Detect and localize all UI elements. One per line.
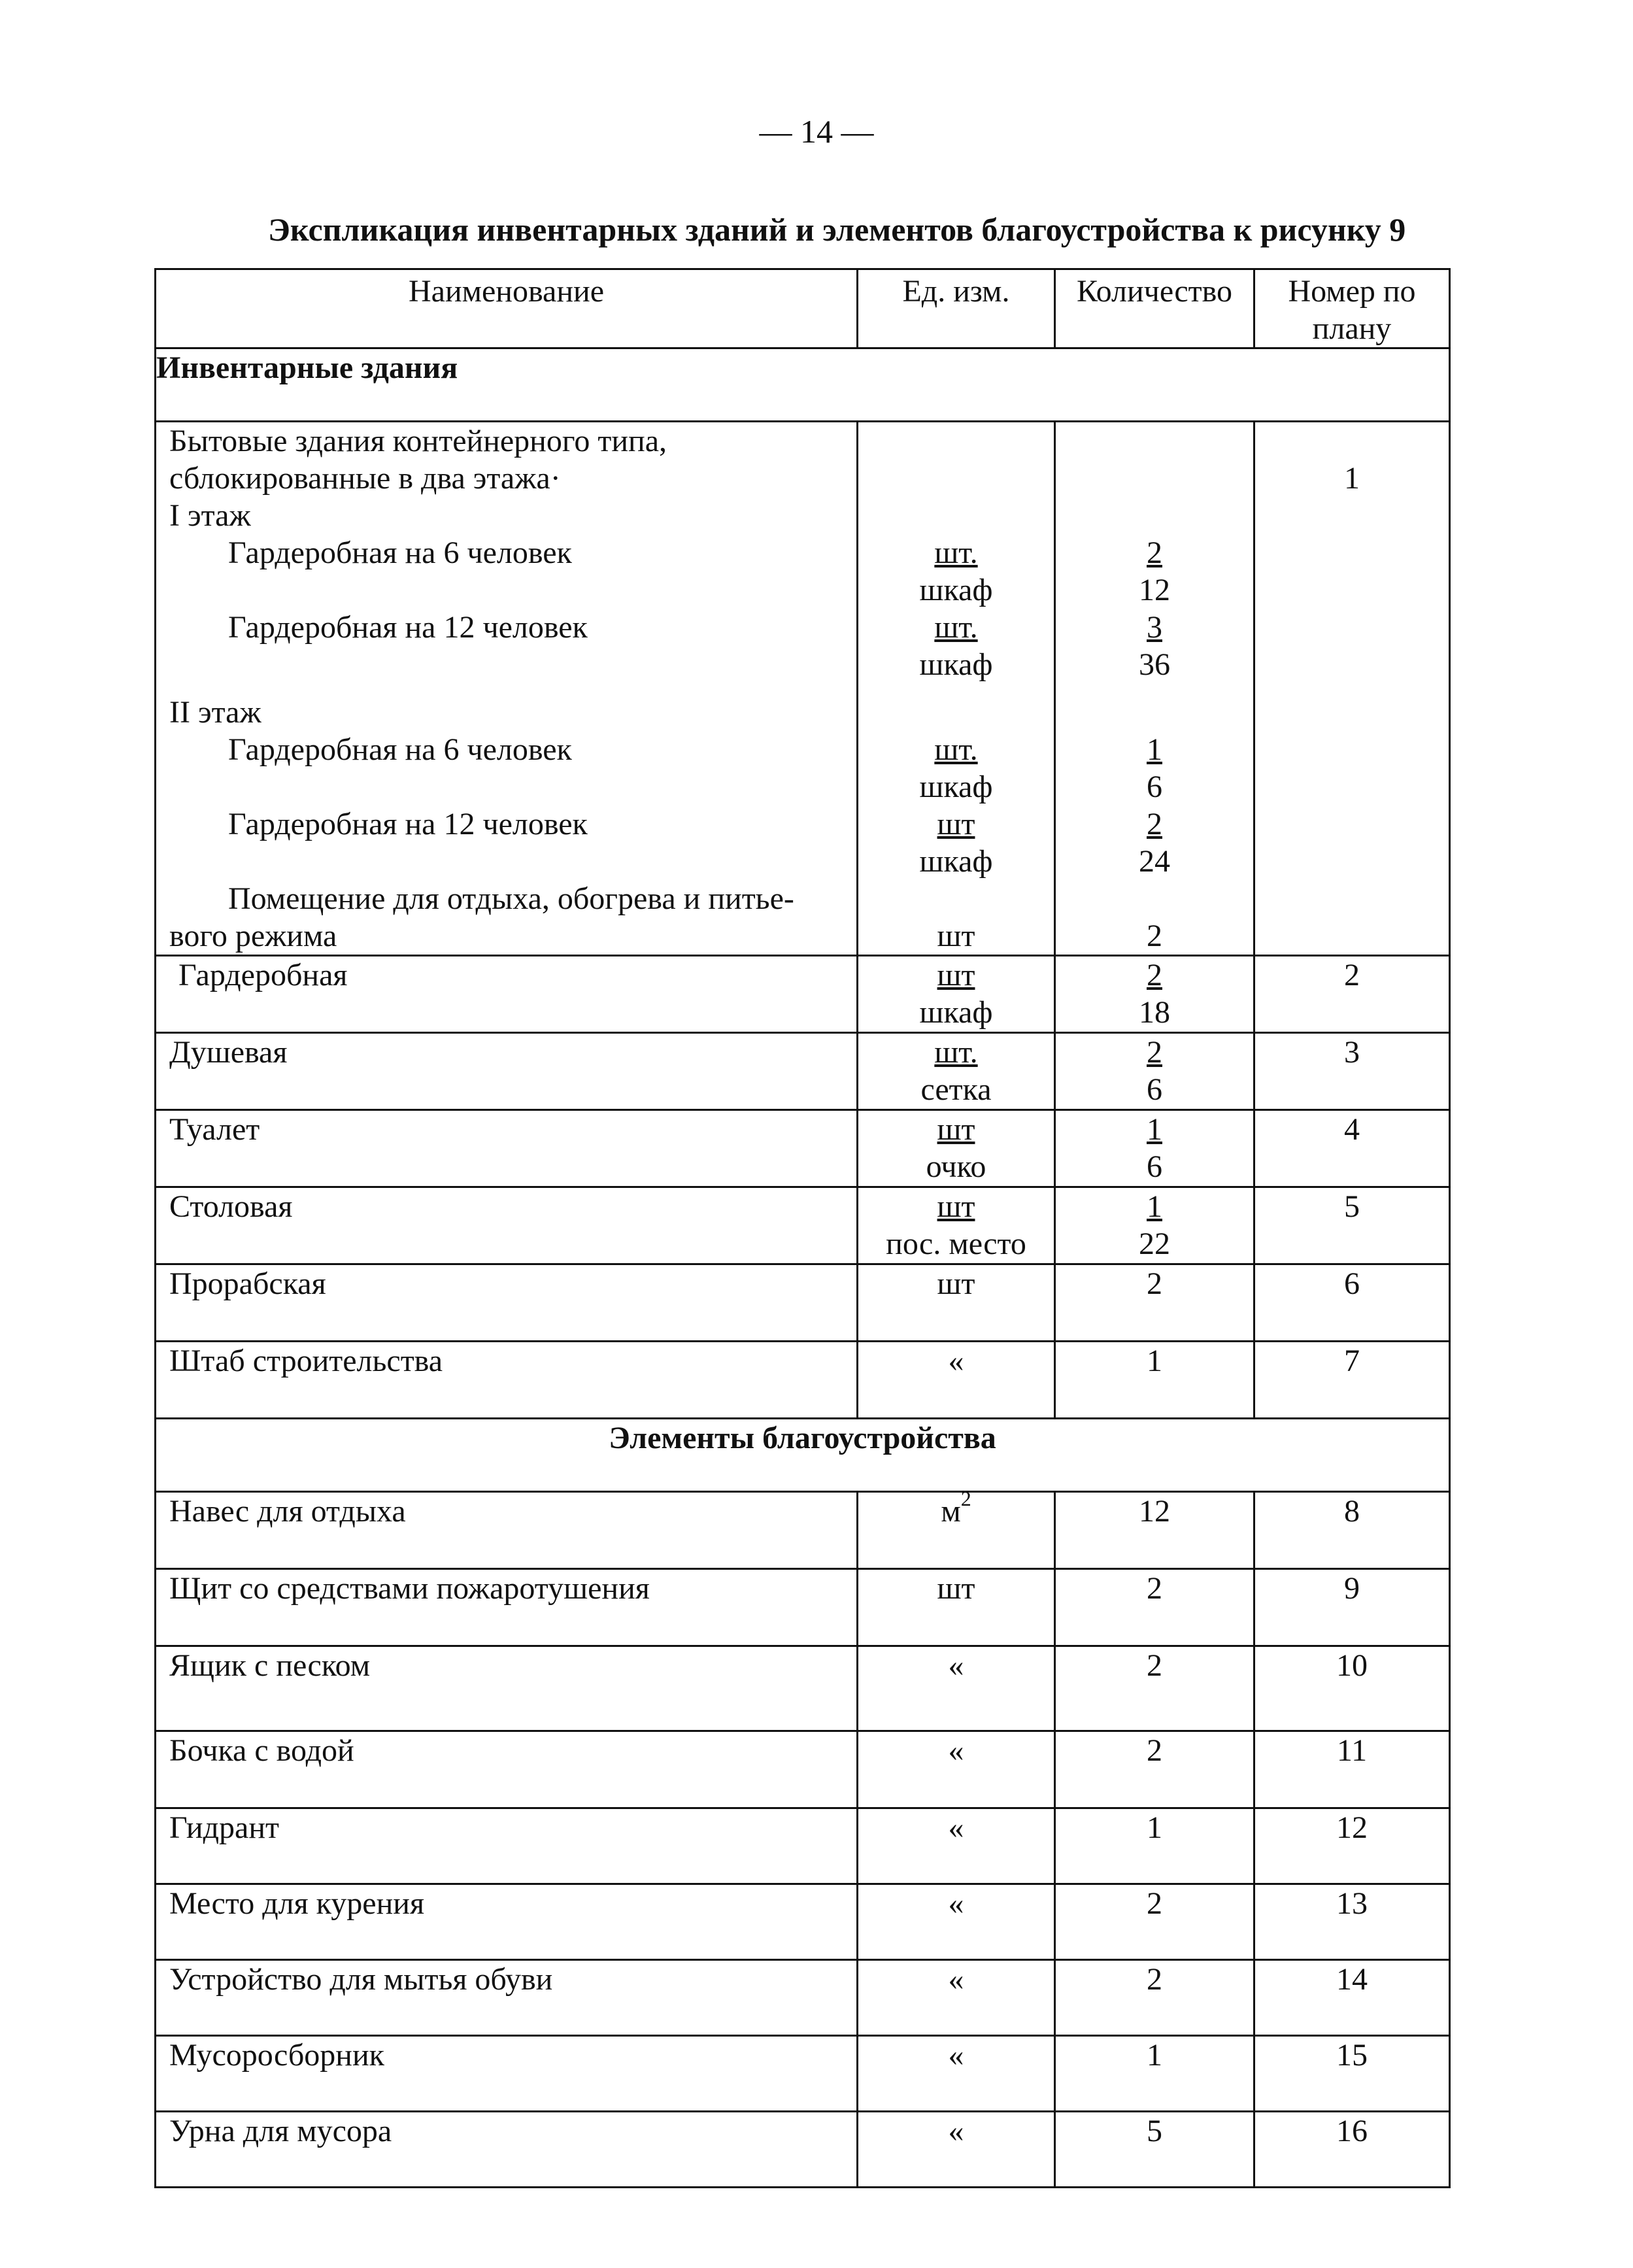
table-row <box>156 1960 1450 2036</box>
cell-qty: 2 <box>1055 1960 1254 2036</box>
cell-unit: « <box>858 1960 1055 2036</box>
header-plan-number-line1: Номер по <box>1288 274 1416 309</box>
cell-plan-number: 13 <box>1254 1884 1450 1960</box>
cell-text: 24 <box>1139 844 1170 879</box>
cell-plan-number: 2 <box>1254 956 1450 1033</box>
cell-text: шт. <box>934 535 978 570</box>
section-row <box>156 1419 1450 1492</box>
cell-unit: шт шкаф <box>858 956 1055 1033</box>
cell-qty: 2 18 <box>1055 956 1254 1033</box>
cell-name: Столовая <box>156 1187 858 1264</box>
table-row <box>156 956 1450 1033</box>
cell-text: II этаж <box>169 695 261 730</box>
cell-name: Ящик с песком <box>156 1646 858 1731</box>
table-row <box>156 1808 1450 1884</box>
cell-plan-number: 9 <box>1254 1569 1450 1646</box>
cell-text: шт <box>937 807 975 841</box>
cell-text: шкаф <box>919 573 993 607</box>
cell-qty: 1 22 <box>1055 1187 1254 1264</box>
table-row <box>156 1187 1450 1264</box>
cell-qty: 1 6 <box>1055 1110 1254 1187</box>
cell-qty: 1 <box>1055 1342 1254 1419</box>
cell-text: 1 <box>1147 732 1162 767</box>
header-plan-number <box>1254 269 1450 348</box>
cell-qty: 2 <box>1055 1731 1254 1808</box>
cell-text: 3 <box>1147 610 1162 645</box>
header-name: Наименование <box>156 269 858 348</box>
cell-name: Мусоросборник <box>156 2036 858 2112</box>
table-row <box>156 1492 1450 1569</box>
cell-unit: « <box>858 1808 1055 1884</box>
cell-text: сблокированные в два этажа· <box>169 461 561 496</box>
cell-name: Штаб строительства <box>156 1342 858 1419</box>
cell-text: 36 <box>1139 647 1170 682</box>
cell-text: 2 <box>1147 535 1162 570</box>
cell-text: Помещение для отдыха, обогрева и питье- <box>228 881 794 916</box>
cell-qty: 2 6 <box>1055 1033 1254 1110</box>
cell-text: шт. <box>934 610 978 645</box>
cell-qty: 5 <box>1055 2112 1254 2188</box>
cell-unit <box>858 422 1055 956</box>
cell-plan-number: 11 <box>1254 1731 1450 1808</box>
cell-qty: 1 <box>1055 1808 1254 1884</box>
cell-name: Прорабская <box>156 1264 858 1342</box>
cell-name <box>156 422 858 956</box>
cell-plan-number: 10 <box>1254 1646 1450 1731</box>
cell-text: 2 <box>1147 807 1162 841</box>
cell-text: шкаф <box>919 770 993 804</box>
cell-text: Гардеробная на 6 человек <box>228 732 572 767</box>
table-row <box>156 2036 1450 2112</box>
cell-text: 2 <box>1147 919 1162 953</box>
cell-text: шкаф <box>919 647 993 682</box>
table-row <box>156 2112 1450 2188</box>
cell-qty: 1 <box>1055 2036 1254 2112</box>
cell-plan-number: 6 <box>1254 1264 1450 1342</box>
cell-unit: « <box>858 1342 1055 1419</box>
cell-name: Гардеробная <box>156 956 858 1033</box>
cell-plan-number: 8 <box>1254 1492 1450 1569</box>
cell-qty: 12 <box>1055 1492 1254 1569</box>
cell-plan-number: 15 <box>1254 2036 1450 2112</box>
superscript: 2 <box>960 1487 971 1510</box>
cell-plan-number: 12 <box>1254 1808 1450 1884</box>
cell-text: 12 <box>1139 573 1170 607</box>
cell-name: Урна для мусора <box>156 2112 858 2188</box>
header-qty: Количество <box>1055 269 1254 348</box>
table-row <box>156 1033 1450 1110</box>
cell-qty: 2 <box>1055 1884 1254 1960</box>
cell-plan-number <box>1254 422 1450 956</box>
cell-text: Бытовые здания контейнерного типа, <box>169 424 667 458</box>
cell-name: Бочка с водой <box>156 1731 858 1808</box>
cell-text: Гардеробная на 12 человек <box>228 807 588 841</box>
cell-plan-number: 16 <box>1254 2112 1450 2188</box>
cell-unit: шт очко <box>858 1110 1055 1187</box>
cell-qty <box>1055 422 1254 956</box>
cell-name: Место для курения <box>156 1884 858 1960</box>
section-title: Элементы благоустройства <box>156 1419 1450 1492</box>
cell-unit: « <box>858 1884 1055 1960</box>
cell-unit: шт пос. место <box>858 1187 1055 1264</box>
cell-unit <box>858 1487 1055 1569</box>
table-row <box>156 1342 1450 1419</box>
cell-unit: « <box>858 1731 1055 1808</box>
cell-text: 6 <box>1147 770 1162 804</box>
cell-unit: « <box>858 2036 1055 2112</box>
cell-name: Гидрант <box>156 1808 858 1884</box>
cell-text: м <box>941 1494 961 1529</box>
table-row <box>156 1110 1450 1187</box>
cell-text: Гардеробная на 6 человек <box>228 535 572 570</box>
cell-text: Гардеробная на 12 человек <box>228 610 588 645</box>
cell-plan-number: 4 <box>1254 1110 1450 1187</box>
cell-text: шт. <box>934 732 978 767</box>
cell-text: шкаф <box>919 844 993 879</box>
cell-unit: шт <box>858 1264 1055 1342</box>
explication-table <box>154 268 1451 2188</box>
cell-plan-number: 3 <box>1254 1033 1450 1110</box>
cell-qty: 2 <box>1055 1646 1254 1731</box>
cell-text: I этаж <box>169 498 251 533</box>
page-number: — 14 — <box>759 113 874 150</box>
cell-name: Туалет <box>156 1110 858 1187</box>
cell-name: Душевая <box>156 1033 858 1110</box>
header-unit: Ед. изм. <box>858 269 1055 348</box>
cell-text: вого режима <box>169 919 337 953</box>
cell-unit: шт <box>858 1569 1055 1646</box>
cell-plan-number: 5 <box>1254 1187 1450 1264</box>
cell-name: Устройство для мытья обуви <box>156 1960 858 2036</box>
cell-plan-number: 14 <box>1254 1960 1450 2036</box>
table-row <box>156 1646 1450 1731</box>
cell-unit: « <box>858 1646 1055 1731</box>
table-row <box>156 1884 1450 1960</box>
cell-qty: 2 <box>1055 1569 1254 1646</box>
cell-text: шт <box>937 919 975 953</box>
cell-unit: шт. сетка <box>858 1033 1055 1110</box>
table-row <box>156 422 1450 956</box>
table-row <box>156 1731 1450 1808</box>
cell-qty: 2 <box>1055 1264 1254 1342</box>
cell-text: 1 <box>1344 461 1360 496</box>
section-row <box>156 348 1450 422</box>
cell-unit: « <box>858 2112 1055 2188</box>
header-plan-number-line2: плану <box>1312 311 1392 346</box>
table-header-row <box>156 269 1450 348</box>
cell-plan-number: 7 <box>1254 1342 1450 1419</box>
cell-name: Навес для отдыха <box>156 1492 858 1569</box>
cell-name: Щит со средствами пожаротушения <box>156 1569 858 1646</box>
table-row <box>156 1569 1450 1646</box>
section-title: Инвентарные здания <box>156 348 1450 422</box>
table-row <box>156 1264 1450 1342</box>
document-title: Экспликация инвентарных зданий и элементов благоустройства к рисунку 9 <box>268 211 1406 248</box>
